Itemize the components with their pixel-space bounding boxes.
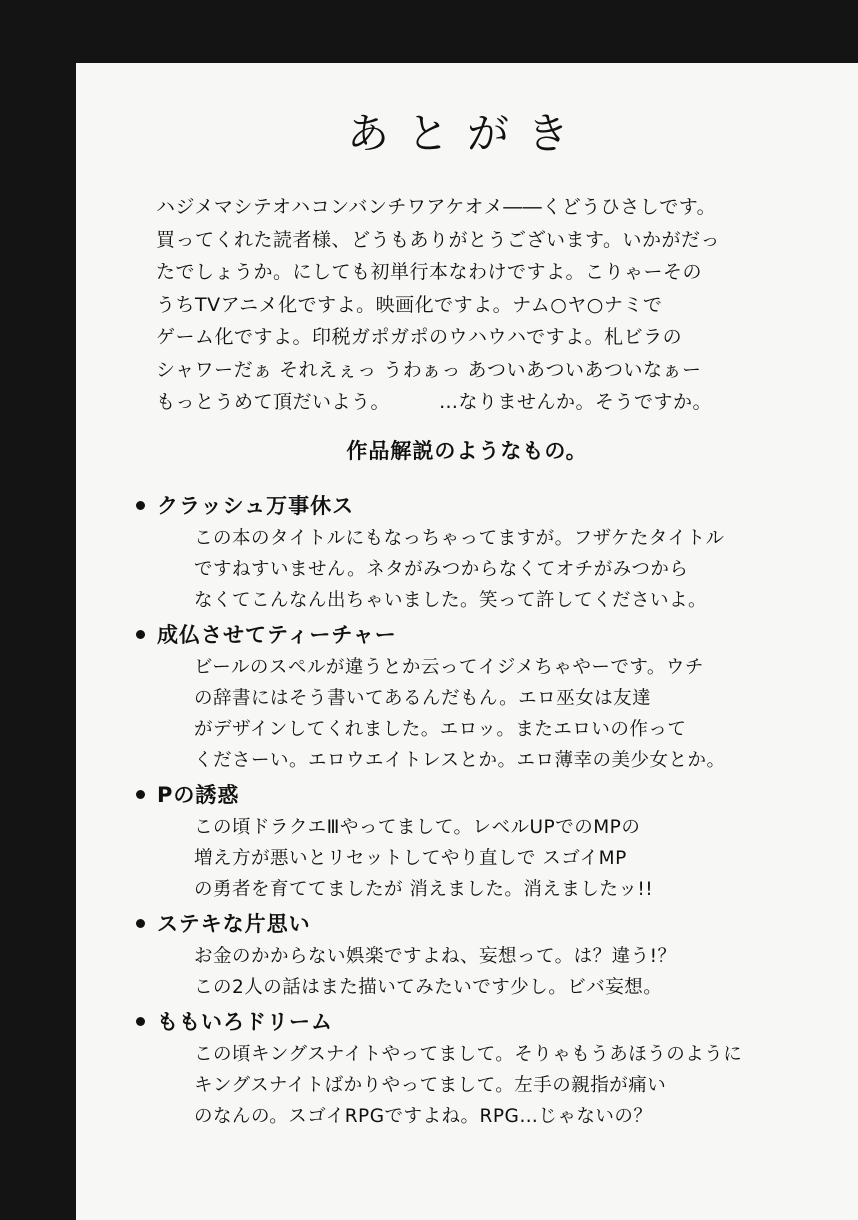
page-title: あとがき — [346, 109, 587, 158]
description-line: キングスナイトばかりやってまして。左手の親指が痛い — [194, 1075, 667, 1096]
bullet-icon — [136, 790, 145, 799]
story-title: Pの誘惑 — [157, 783, 240, 807]
description-line: の辞書にはそう書いてあるんだもん。エロ巫女は友達 — [194, 688, 652, 709]
description-line: この2人の話はまた描いてみたいです少し。ビバ妄想。 — [194, 977, 663, 998]
description-line: の勇者を育ててましたが 消えました。消えましたッ!! — [194, 879, 654, 900]
description-line: この頃ドラクエⅢやってまして。レベルUPでのMPの — [194, 817, 641, 838]
intro-line: もっとうめて頂だいよう。 …なりませんか。そうですか。 — [156, 391, 713, 413]
story-note — [132, 1003, 832, 1132]
story-description — [132, 523, 832, 616]
story-title: 成仏させてティーチャー — [157, 623, 397, 647]
bullet-icon — [136, 1017, 145, 1026]
bullet-icon — [136, 919, 145, 928]
description-line: この本のタイトルにもなっちゃってますが。フザケたタイトル — [194, 528, 725, 549]
section-heading: 作品解説のようなもの。 — [346, 439, 588, 463]
description-line: なくてこんなん出ちゃいました。笑って許してくださいよ。 — [194, 590, 708, 611]
intro-line: シャワーだぁ それえぇっ うわぁっ あついあついあついなぁー — [156, 358, 702, 381]
story-note — [132, 776, 832, 905]
story-description — [132, 652, 832, 776]
story-description — [132, 1039, 832, 1132]
description-line: ですねすいません。ネタがみつからなくてオチがみつから — [194, 559, 689, 580]
intro-paragraph — [156, 191, 816, 419]
bullet-icon — [136, 501, 145, 510]
intro-line: ゲーム化ですよ。印税ガポガポのウハウハですよ。札ビラの — [156, 326, 683, 348]
intro-line: たでしょうか。にしても初単行本なわけですよ。こりゃーその — [156, 261, 703, 283]
story-title: クラッシュ万事休ス — [157, 494, 355, 518]
afterword-page — [76, 63, 858, 1220]
bullet-icon — [136, 630, 145, 639]
intro-line: ハジメマシテオハコンバンチワアケオメ――くどうひさしです。 — [156, 196, 717, 218]
story-note — [132, 487, 832, 616]
story-note-header — [132, 616, 832, 652]
description-line: がデザインしてくれました。エロッ。またエロいの作って — [194, 719, 687, 740]
story-note-header — [132, 905, 832, 941]
description-line: くださーい。エロウエイトレスとか。エロ薄幸の美少女とか。 — [194, 750, 726, 771]
description-line: のなんの。スゴイRPGですよね。RPG…じゃないの？ — [194, 1106, 653, 1127]
story-title: ももいろドリーム — [157, 1010, 333, 1034]
intro-line: 買ってくれた読者様、どうもありがとうございます。いかがだっ — [156, 228, 720, 251]
story-note — [132, 905, 832, 1003]
story-description — [132, 941, 832, 1003]
description-line: お金のかからない娯楽ですよね、妄想って。は？違う!？ — [194, 946, 677, 967]
story-note-header — [132, 776, 832, 812]
story-note-header — [132, 487, 832, 523]
description-line: ビールのスペルが違うとか云ってイジメちゃやーです。ウチ — [194, 657, 704, 678]
intro-line: うちTVアニメ化ですよ。映画化ですよ。ナム○ヤ○ナミで — [156, 293, 663, 316]
description-line: 増え方が悪いとリセットしてやり直しで スゴイMP — [194, 848, 627, 869]
story-description — [132, 812, 832, 905]
story-notes-list — [132, 487, 832, 1132]
description-line: この頃キングスナイトやってまして。そりゃもうあほうのように — [194, 1044, 743, 1065]
story-note-header — [132, 1003, 832, 1039]
story-note — [132, 616, 832, 776]
story-title: ステキな片思い — [157, 912, 311, 936]
